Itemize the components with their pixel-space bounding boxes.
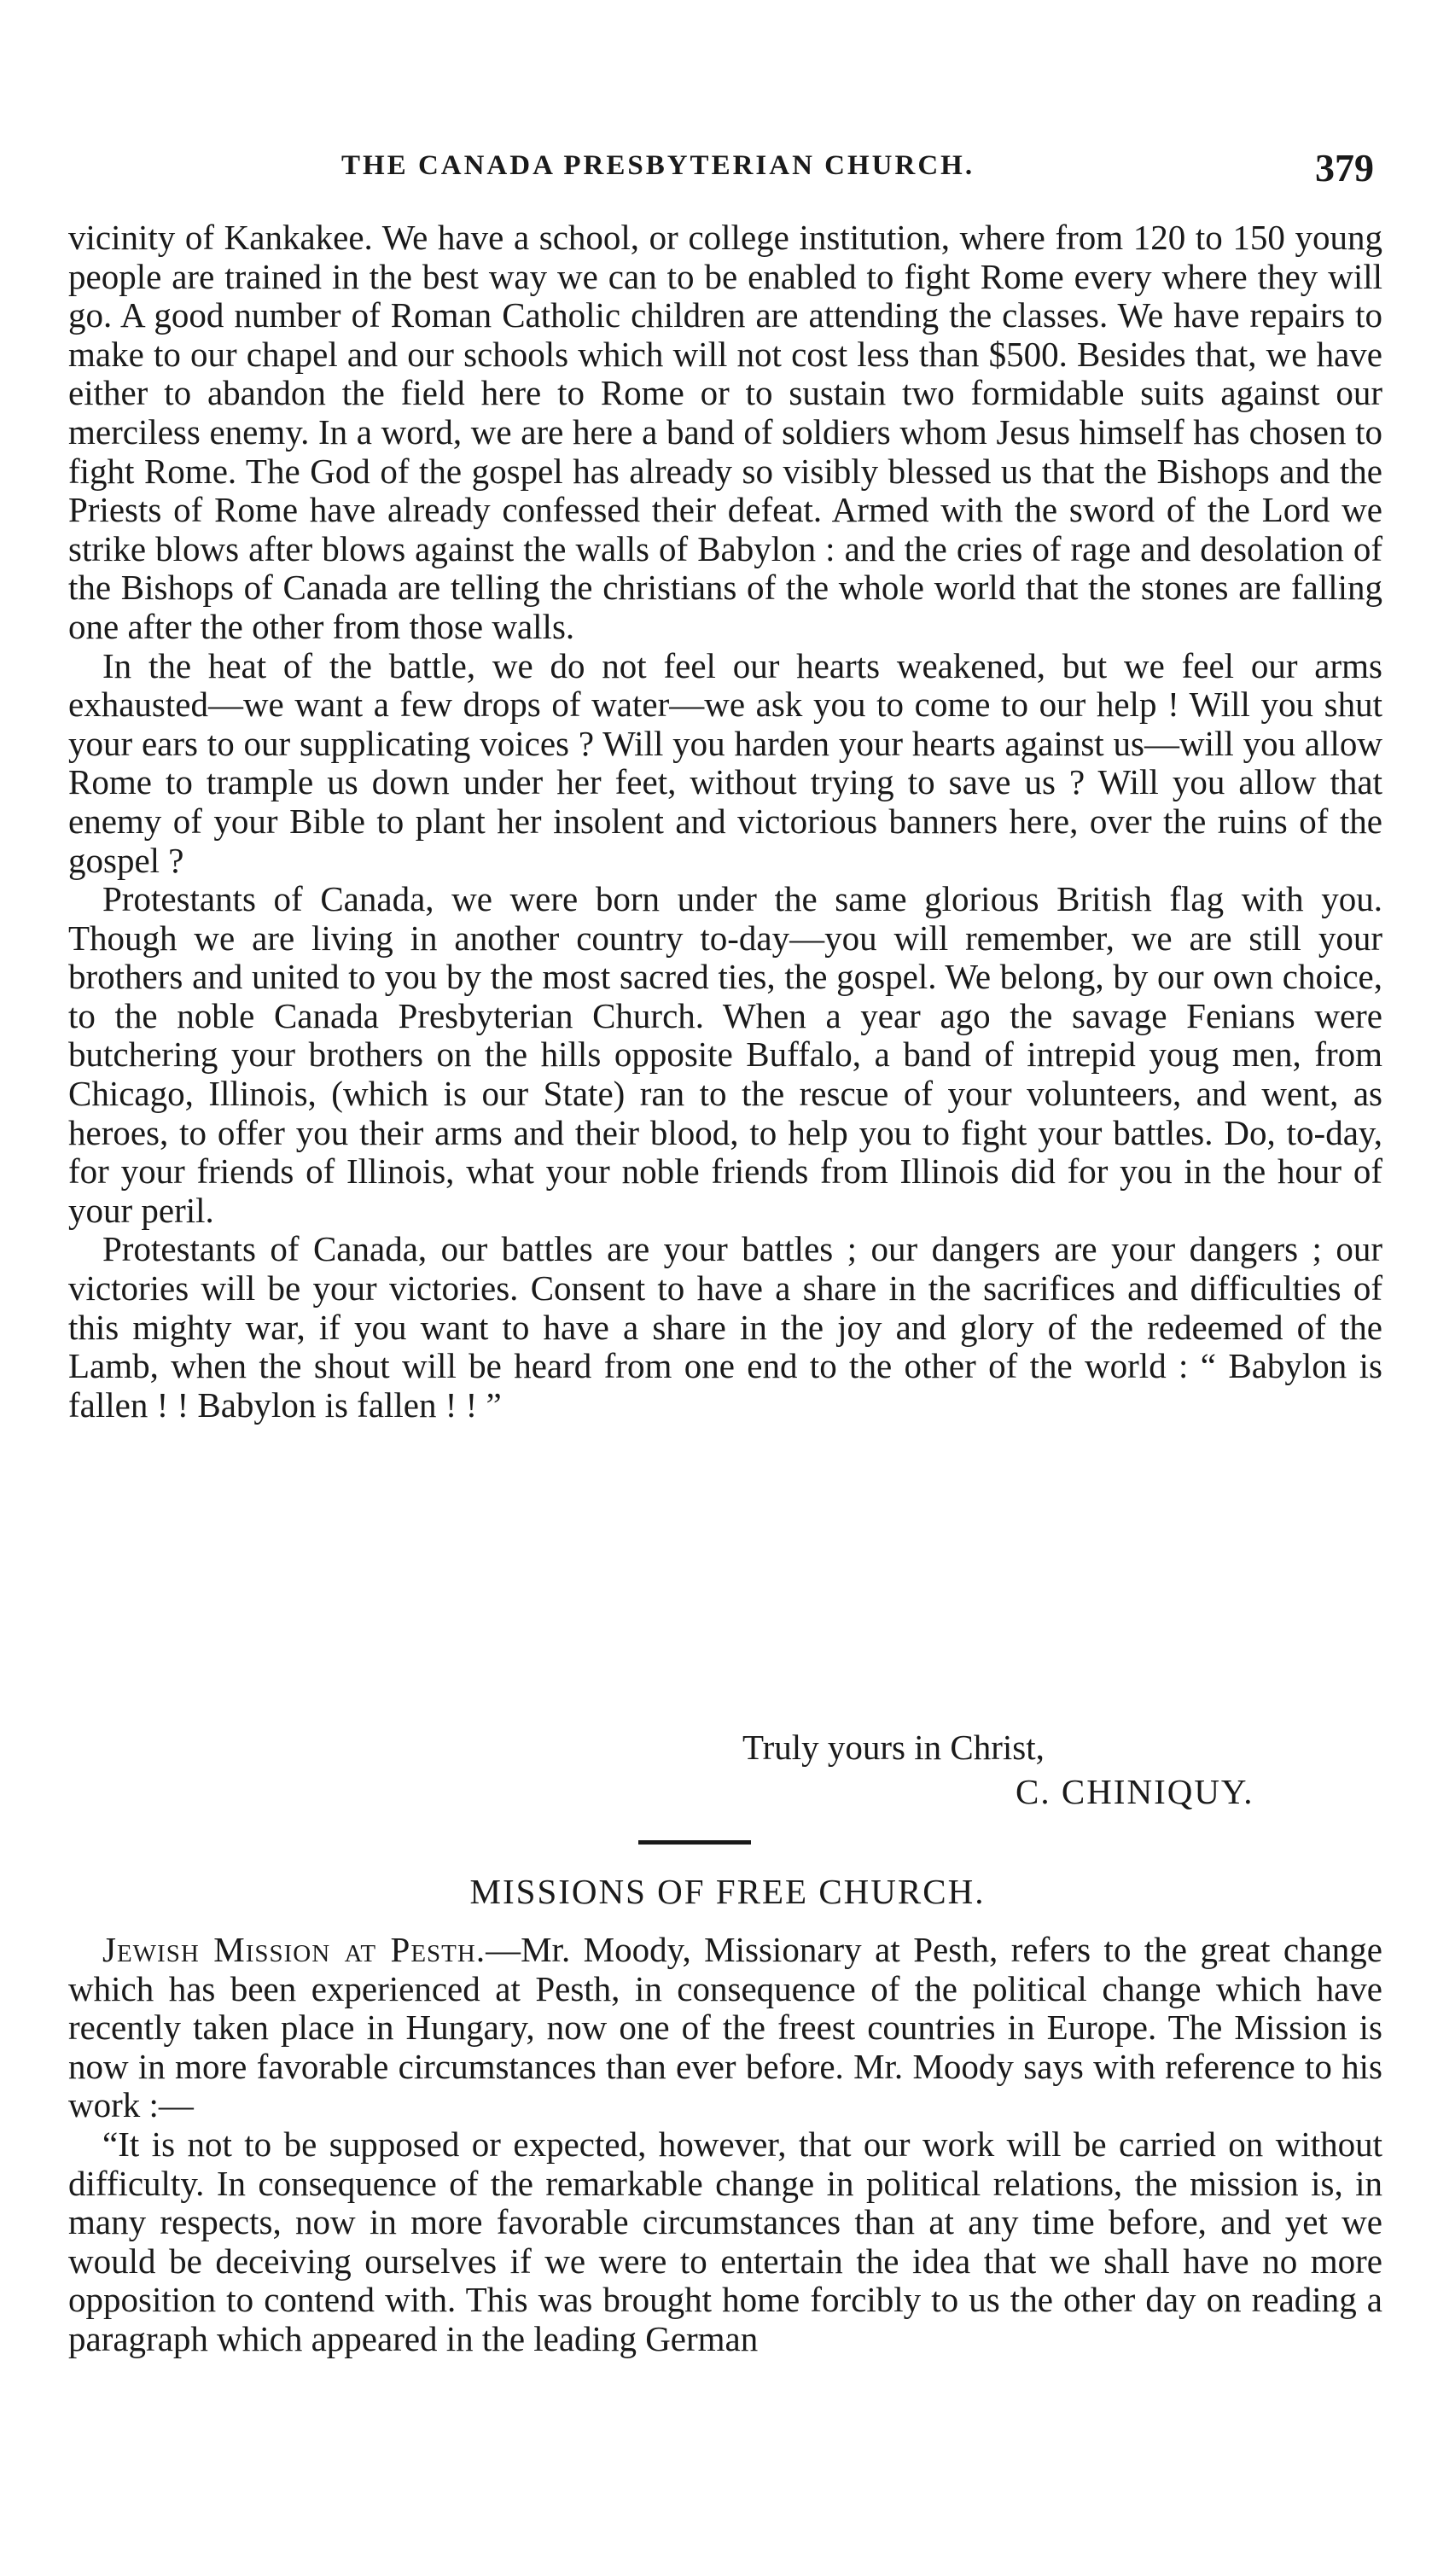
mission-lead-text: —Mr. Moody, Missionary at Pesth, refers to the great change which has been experienced at Pesth, in consequence of the political change which have recently taken place in Hungary, now one of the freest countries in Europe. The Mission is now in more favorable circumstances than ever before. Mr. Moody says with reference to his work :— xyxy=(68,1930,1382,2125)
mission-lead-caps: Jewish Mission at Pesth. xyxy=(102,1930,486,1969)
letter-closing: Truly yours in Christ, xyxy=(742,1728,1045,1767)
letter-paragraph: In the heat of the battle, we do not feel our hearts weakened, but we feel our arms exhausted—we want a few drops of water—we ask you to come to our help ! Will you shut your ears to our supplicating voices ? Will you harden your hearts against us—will you allow Rome to trample us down under her feet, without trying to save us ? Will you allow that enemy of your Bible to plant her insolent and victorious banners here, over the ruins of the gospel ? xyxy=(68,645,1382,880)
page-number: 379 xyxy=(1315,146,1374,189)
letter-paragraph: Protestants of Canada, our battles are your battles ; our dangers are your dangers ; our victories will be your victories. Consent to have a share in the sacrifices and difficulties of this mighty war, if you want to have a share in the joy and glory of the redeemed of the Lamb, when the shout will be heard from one end to the other of the world : “ Babylon is fallen ! ! Babylon is fallen ! ! ” xyxy=(68,1229,1382,1425)
letter-signature: C. CHINIQUY. xyxy=(1016,1772,1254,1811)
mission-body xyxy=(68,1931,1382,2359)
mission-paragraph xyxy=(68,1931,1382,2125)
mission-quote: “It is not to be supposed or expected, however, that our work will be carried on without difficulty. In consequence of the remarkable change in political relations, the mission is, in many respects, now in more favorable circumstances than at any time before, and yet we would be deceiving ourselves if we were to entertain the idea that we shall have no more opposition to contend with. This was brought home forcibly to us the other day on reading a paragraph which appeared in the leading German xyxy=(68,2124,1382,2358)
section-divider xyxy=(638,1840,751,1845)
letter-paragraph: Protestants of Canada, we were born under the same glorious British flag with you. Though we are living in another country to-day—you will remember, we are still your brothers and united to you by the most sacred ties, the gospel. We belong, by our own choice, to the noble Canada Presbyterian Church. When a year ago the savage Fenians were butchering your brothers on the hills opposite Buffalo, a band of intrepid youg men, from Chicago, Illinois, (which is our State) ran to the rescue of your volunteers, and went, as heroes, to offer you their arms and their blood, to help you to fight your battles. Do, to-day, for your friends of Illinois, what your noble friends from Illinois did for you in the hour of your peril. xyxy=(68,879,1382,1230)
section-heading: MISSIONS OF FREE CHURCH. xyxy=(469,1872,986,1911)
running-title: THE CANADA PRESBYTERIAN CHURCH. xyxy=(341,150,975,181)
letter-body xyxy=(68,219,1382,1425)
letter-paragraph: vicinity of Kankakee. We have a school, or college institution, where from 120 to 150 young people are trained in the best way we can to be enabled to fight Rome every where they will go. A good number of Roman Catholic children are attending the classes. We have repairs to make to our chapel and our schools which will not cost less than $500. Besides that, we have either to abandon the field here to Rome or to sustain two formidable suits against our merciless enemy. In a word, we are here a band of soldiers whom Jesus himself has chosen to fight Rome. The God of the gospel has already so visibly blessed us that the Bishops and the Priests of Rome have already confessed their defeat. Armed with the sword of the Lord we strike blows after blows against the walls of Babylon : and the cries of rage and desolation of the Bishops of Canada are telling the christians of the whole world that the stones are falling one after the other from those walls. xyxy=(68,218,1382,646)
running-head xyxy=(0,145,1455,196)
